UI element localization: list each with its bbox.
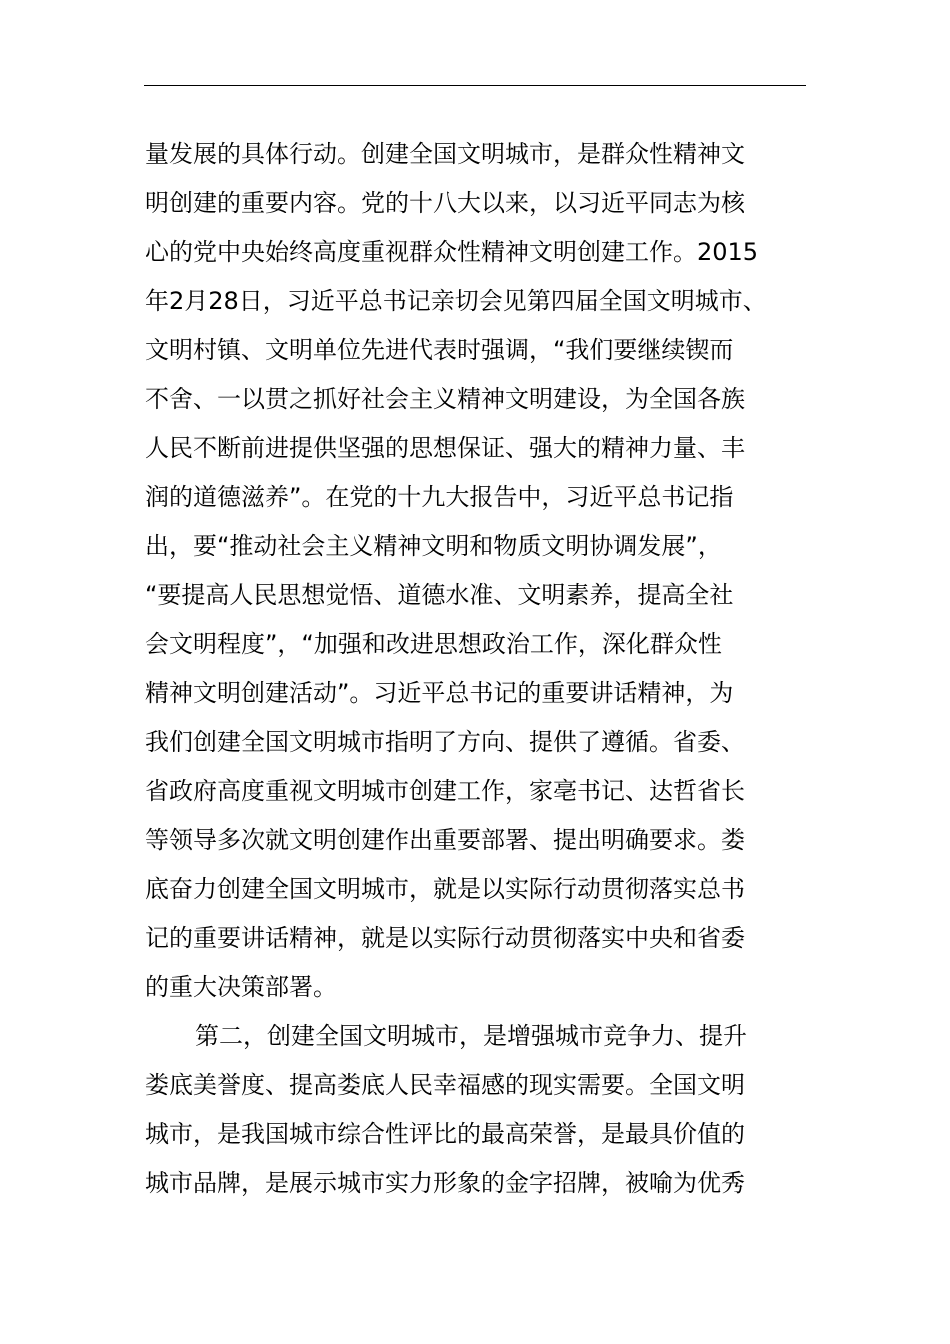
body-line: 娄底美誉度、提高娄底人民幸福感的现实需要。全国文明 bbox=[145, 1071, 745, 1099]
paragraph-first-line: 第二，创建全国文明城市，是增强城市竞争力、提升 bbox=[195, 1022, 747, 1050]
body-line: 明创建的重要内容。党的十八大以来，以习近平同志为核 bbox=[145, 189, 745, 217]
body-line: 润的道德滋养”。在党的十九大报告中，习近平总书记指 bbox=[145, 483, 734, 511]
body-line: 出，要“推动社会主义精神文明和物质文明协调发展”， bbox=[145, 532, 722, 560]
body-line: 省政府高度重视文明城市创建工作，家亳书记、达哲省长 bbox=[145, 777, 745, 805]
body-line: 心的党中央始终高度重视群众性精神文明创建工作。2015 bbox=[145, 238, 759, 266]
body-line: 城市品牌，是展示城市实力形象的金字招牌，被喻为优秀 bbox=[145, 1169, 745, 1197]
body-line: 精神文明创建活动”。习近平总书记的重要讲话精神，为 bbox=[145, 679, 734, 707]
body-line: 量发展的具体行动。创建全国文明城市，是群众性精神文 bbox=[145, 140, 745, 168]
body-line: 记的重要讲话精神，就是以实际行动贯彻落实中央和省委 bbox=[145, 924, 745, 952]
body-line: 我们创建全国文明城市指明了方向、提供了遵循。省委、 bbox=[145, 728, 745, 756]
body-line: 底奋力创建全国文明城市，就是以实际行动贯彻落实总书 bbox=[145, 875, 745, 903]
body-line: 的重大决策部署。 bbox=[145, 973, 337, 1001]
body-line: 城市，是我国城市综合性评比的最高荣誉，是最具价值的 bbox=[145, 1120, 745, 1148]
body-line: 等领导多次就文明创建作出重要部署、提出明确要求。娄 bbox=[145, 826, 745, 854]
body-line: “要提高人民思想觉悟、道德水准、文明素养，提高全社 bbox=[145, 581, 734, 609]
body-line: 年2月28日，习近平总书记亲切会见第四届全国文明城市、 bbox=[145, 287, 767, 315]
body-line: 人民不断前进提供坚强的思想保证、强大的精神力量、丰 bbox=[145, 434, 745, 462]
body-line: 不舍、一以贯之抓好社会主义精神文明建设，为全国各族 bbox=[145, 385, 745, 413]
body-line: 文明村镇、文明单位先进代表时强调，“我们要继续锲而 bbox=[145, 336, 734, 364]
body-line: 会文明程度”，“加强和改进思想政治工作，深化群众性 bbox=[145, 630, 722, 658]
